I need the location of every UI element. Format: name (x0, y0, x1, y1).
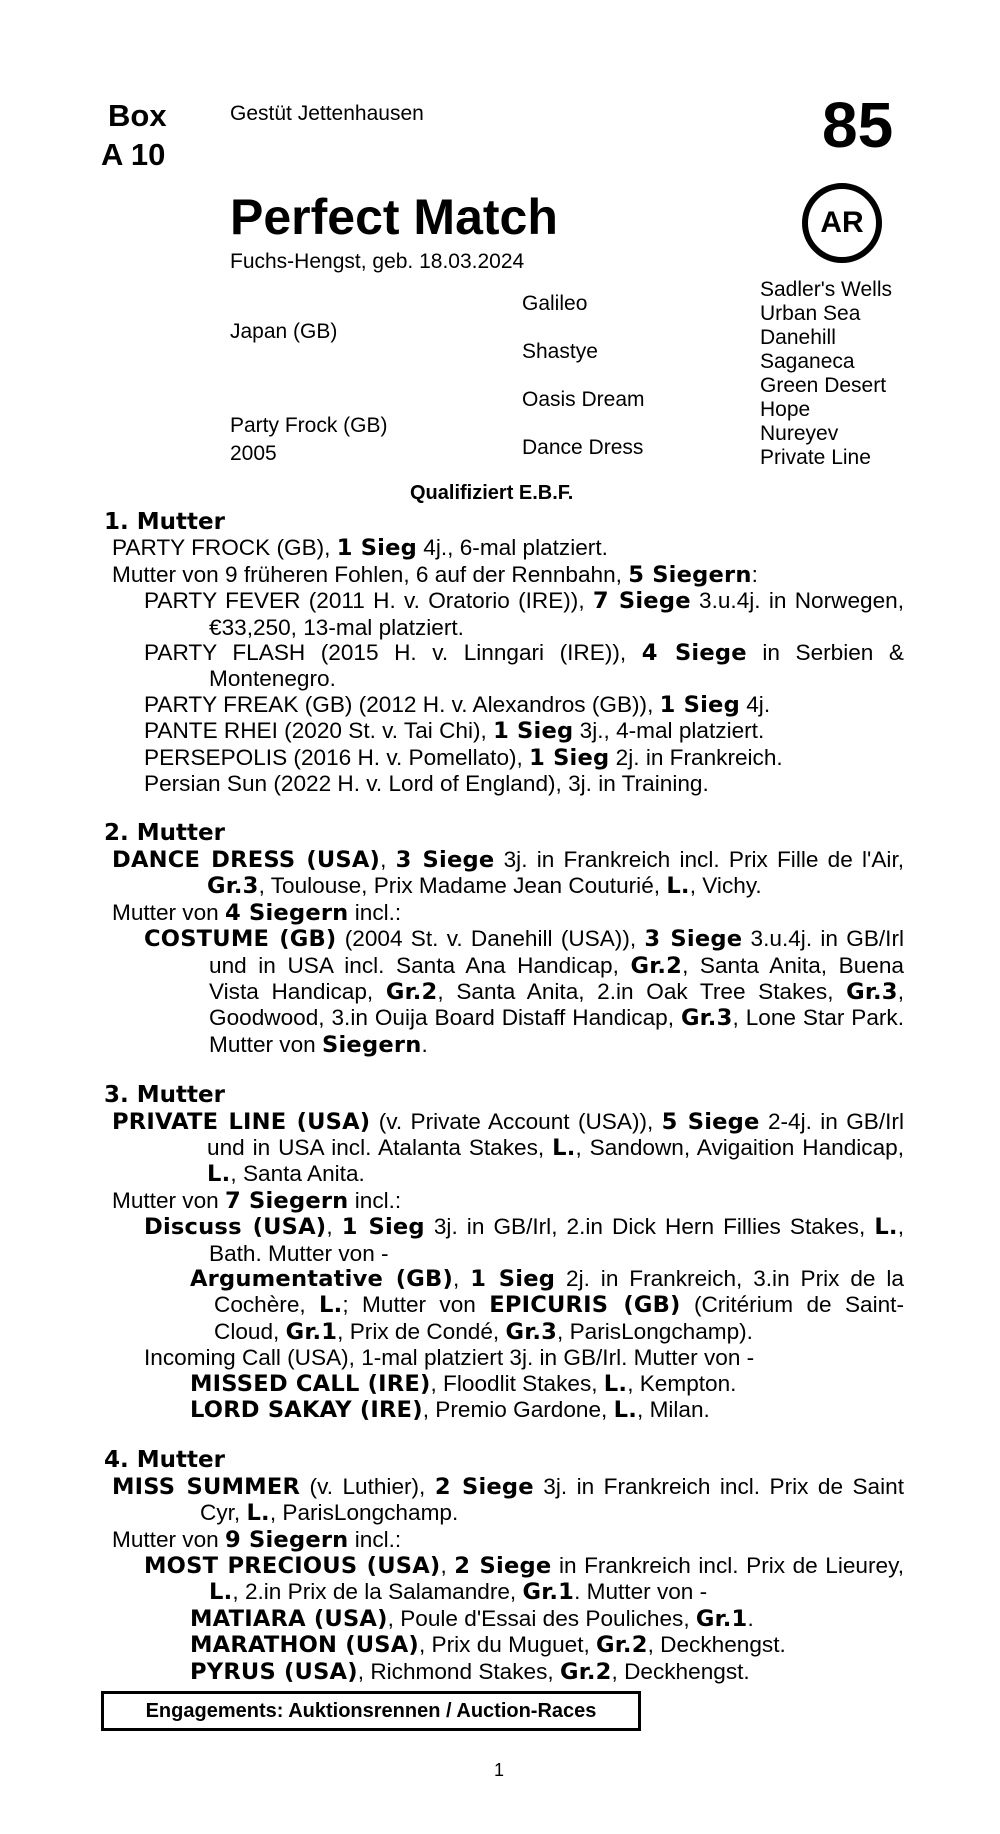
pedigree-dam-year: 2005 (230, 442, 277, 465)
pedigree-dam: Party Frock (GB) (230, 414, 388, 437)
pedigree-grandparent: Galileo (522, 292, 588, 315)
produce-entry: Incoming Call (USA), 1-mal platziert 3j. in GB/Irl. Mutter von - (144, 1345, 755, 1371)
pedigree-great-grandparent: Green Desert (760, 374, 887, 397)
pedigree-great-grandparent: Saganeca (760, 350, 855, 373)
dam-entry: PARTY FROCK (GB), 1 Sieg 4j., 6-mal platziert. (112, 535, 608, 562)
pedigree-grandparent: Oasis Dream (522, 388, 645, 411)
lot-number: 85 (822, 89, 894, 161)
ar-badge-icon (802, 183, 882, 263)
pedigree-great-grandparent: Nureyev (760, 422, 839, 445)
engagements-label: Engagements: Auktionsrennen / Auction-Races (145, 1699, 597, 1722)
pedigree-great-grandparent: Hope (760, 398, 811, 421)
produce-entry: PARTY FEVER (2011 H. v. Oratorio (IRE)), 7 Siege 3.u.4j. in Norwegen, €33,250, 13-mal platziert. (144, 588, 904, 640)
produce-entry: MARATHON (USA), Prix du Muguet, Gr.2, Deckhengst. (190, 1632, 786, 1659)
produce-entry: PARTY FREAK (GB) (2012 H. v. Alexandros (GB)), 1 Sieg 4j. (144, 691, 771, 718)
produce-summary: Mutter von 4 Siegern incl.: (112, 899, 402, 926)
pedigree-great-grandparent: Urban Sea (760, 302, 861, 325)
section-title: 4. Mutter (104, 1447, 225, 1474)
produce-entry: PERSEPOLIS (2016 H. v. Pomellato), 1 Sieg 2j. in Frankreich. (144, 744, 783, 771)
section-title: 2. Mutter (104, 820, 225, 847)
section-title: 1. Mutter (104, 509, 225, 535)
section-third-dam (104, 1083, 904, 1423)
pedigree-great-grandparent: Danehill (760, 326, 836, 349)
produce-entry: MOST PRECIOUS (USA), 2 Siege in Frankreich incl. Prix de Lieurey, L., 2.in Prix de la Salamandre, Gr.1. Mutter von - (144, 1553, 904, 1606)
dam-entry: DANCE DRESS (USA), 3 Siege 3j. in Frankreich incl. Prix Fille de l'Air, Gr.3, Toulouse, Prix Madame Jean Couturié, L., Vichy. (112, 846, 905, 900)
section-fourth-dam (104, 1448, 904, 1685)
horse-description: Fuchs-Hengst, geb. 18.03.2024 (230, 250, 525, 273)
section-second-dam (104, 821, 904, 1058)
pedigree-grandparent: Shastye (522, 340, 598, 363)
produce-summary: Mutter von 9 Siegern incl.: (112, 1526, 402, 1553)
box-number: A 10 (101, 137, 166, 172)
engagements-box (101, 1691, 641, 1731)
produce-entry: MISSED CALL (IRE), Floodlit Stakes, L., Kempton. (190, 1370, 737, 1397)
pedigree-grandparent: Dance Dress (522, 436, 644, 459)
produce-summary: Mutter von 9 früheren Fohlen, 6 auf der Rennbahn, 5 Siegern: (112, 561, 758, 588)
produce-entry: PARTY FLASH (2015 H. v. Linngari (IRE)), 4 Siege in Serbien & Montenegro. (144, 640, 904, 692)
breeder-name: Gestüt Jettenhausen (230, 102, 424, 125)
section-title: 3. Mutter (104, 1082, 225, 1109)
section-first-dam (104, 510, 904, 796)
dam-entry: PRIVATE LINE (USA) (v. Private Account (USA)), 5 Siege 2-4j. in GB/Irl und in USA incl. Atalanta Stakes, L., Sandown, Avigaition Handicap, L., Santa Anita. (112, 1108, 905, 1188)
page-number: 1 (494, 1760, 505, 1780)
pedigree-great-grandparent: Sadler's Wells (760, 278, 892, 301)
qualification-note: Qualifiziert E.B.F. (410, 482, 574, 504)
produce-entry: MATIARA (USA), Poule d'Essai des Pouliches, Gr.1. (190, 1605, 754, 1632)
pedigree-great-grandparent: Private Line (760, 446, 871, 469)
produce-entry: PANTE RHEI (2020 St. v. Tai Chi), 1 Sieg 3j., 4-mal platziert. (144, 718, 765, 745)
dam-entry: MISS SUMMER (v. Luthier), 2 Siege 3j. in Frankreich incl. Prix de Saint Cyr, L., ParisLongchamp. (112, 1473, 904, 1527)
ar-badge-text: AR (820, 206, 864, 239)
pedigree-sire: Japan (GB) (230, 320, 338, 343)
produce-summary: Mutter von 7 Siegern incl.: (112, 1187, 402, 1214)
box-label: Box (108, 98, 167, 133)
dam-line-body (104, 510, 904, 1685)
produce-entry: LORD SAKAY (IRE), Premio Gardone, L., Milan. (190, 1397, 710, 1423)
horse-name: Perfect Match (230, 189, 558, 245)
produce-entry: Argumentative (GB), 1 Sieg 2j. in Frankreich, 3.in Prix de la Cochère, L.; Mutter von EPICURIS (GB) (Critérium de Saint-Cloud, Gr.1, Prix de Condé, Gr.3, ParisLongchamp). (190, 1265, 904, 1345)
produce-entry: Discuss (USA), 1 Sieg 3j. in GB/Irl, 2.in Dick Hern Fillies Stakes, L., Bath. Mutter von - (144, 1214, 904, 1266)
produce-entry: Persian Sun (2022 H. v. Lord of England), 3j. in Training. (144, 771, 709, 797)
produce-entry: PYRUS (USA), Richmond Stakes, Gr.2, Deckhengst. (190, 1658, 750, 1685)
produce-entry: COSTUME (GB) (2004 St. v. Danehill (USA)), 3 Siege 3.u.4j. in GB/Irl und in USA incl. Santa Ana Handicap, Gr.2, Santa Anita, Buena Vista Handicap, Gr.2, Santa Anita, 2.in Oak Tree Stakes, Gr.3, Goodwood, 3.in Ouija Board Distaff Handicap, Gr.3, Lone Star Park. Mutter von Siegern. (144, 926, 905, 1058)
